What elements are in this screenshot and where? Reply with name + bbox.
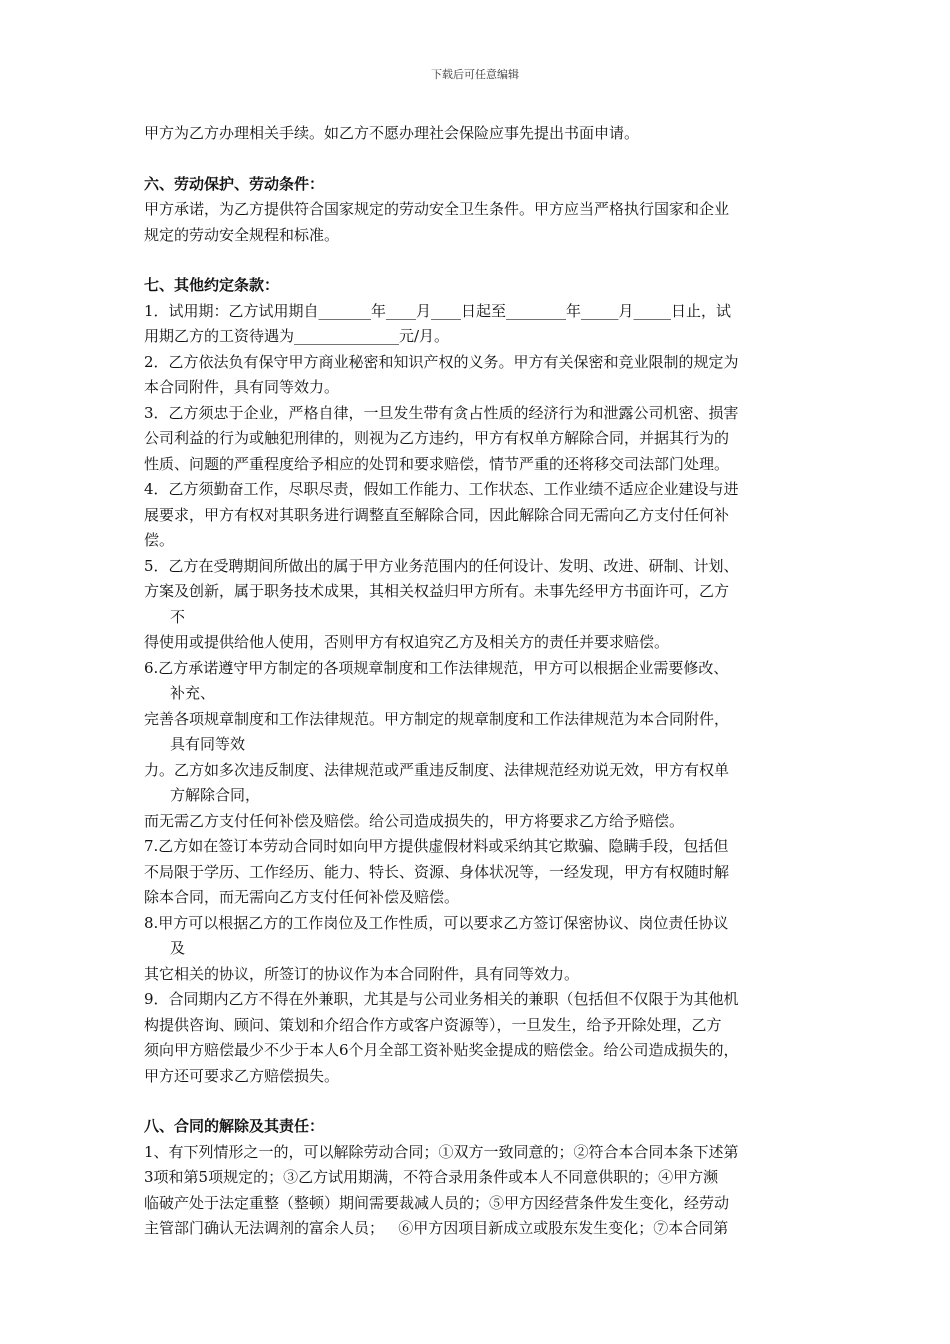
paragraph-line: 具有同等效 [170,735,246,753]
paragraph-line: 公司利益的行为或触犯刑律的，则视为乙方违约，甲方有权单方解除合同，并据其行为的 [144,429,730,447]
paragraph-line: 4．乙方须勤奋工作，尽职尽责，假如工作能力、工作状态、工作业绩不适应企业建设与进 [144,480,739,498]
paragraph-line: 7.乙方如在签订本劳动合同时如向甲方提供虚假材料或采纳其它欺骗、隐瞒手段，包括但 [144,837,729,855]
paragraph-line: 1．试用期：乙方试用期自_______年____月____日起至________年_____月_____日止，试 [144,301,732,320]
header-note: 下载后可任意编辑 [431,68,519,81]
paragraph-line: 8.甲方可以根据乙方的工作岗位及工作性质，可以要求乙方签订保密协议、岗位责任协议 [144,913,729,932]
paragraph-line: 甲方承诺，为乙方提供符合国家规定的劳动安全卫生条件。甲方应当严格执行国家和企业 [144,200,730,218]
paragraph-line: 1、有下列情形之一的，可以解除劳动合同；①双方一致同意的；②符合本合同本条下述第 [144,1142,739,1161]
paragraph-line: 方解除合同， [170,786,261,804]
paragraph-line: 得使用或提供给他人使用，否则甲方有权追究乙方及相关方的责任并要求赔偿。 [144,633,670,651]
paragraph-line: 临破产处于法定重整（整顿）期间需要裁减人员的；⑤甲方因经营条件发生变化，经劳动 [144,1193,730,1212]
section-heading-6: 六、劳动保护、劳动条件： [144,174,325,193]
paragraph-line: 完善各项规章制度和工作法律规范。甲方制定的规章制度和工作法律规范为本合同附件， [144,709,730,728]
paragraph-line: 用期乙方的工资待遇为______________元/月。 [144,327,450,345]
paragraph-line: 主管部门确认无法调剂的富余人员； ⑥甲方因项目新成立或股东发生变化；⑦本合同第 [144,1219,729,1237]
paragraph-line: 3项和第5项规定的；③乙方试用期满，不符合录用条件或本人不同意供职的；④甲方濒 [144,1168,719,1186]
section-heading-7: 七、其他约定条款： [144,276,280,294]
paragraph-line: 6.乙方承诺遵守甲方制定的各项规章制度和工作法律规范，甲方可以根据企业需要修改、 [144,658,729,677]
paragraph-line: 规定的劳动安全规程和标准。 [144,225,340,244]
paragraph-line: 2．乙方依法负有保守甲方商业秘密和知识产权的义务。甲方有关保密和竞业限制的规定为 [144,352,739,371]
paragraph-line: 其它相关的协议，所签订的协议作为本合同附件，具有同等效力。 [144,964,580,983]
paragraph-line: 构提供咨询、顾问、策划和介绍合作方或客户资源等），一旦发生，给予开除处理，乙方 [144,1015,722,1034]
paragraph-line: 须向甲方赔偿最少不少于本人6个月全部工资补贴奖金提成的赔偿金。给公司造成损失的， [144,1041,739,1059]
paragraph-line: 方案及创新，属于职务技术成果，其相关权益归甲方所有。未事先经甲方书面许可，乙方 [144,582,730,600]
paragraph-line: 9．合同期内乙方不得在外兼职，尤其是与公司业务相关的兼职（包括但不仅限于为其他机 [144,990,739,1008]
paragraph-line: 而无需乙方支付任何补偿及赔偿。给公司造成损失的，甲方将要求乙方给予赔偿。 [144,811,685,830]
paragraph-line: 补充、 [170,684,216,702]
document-body [144,121,806,1242]
paragraph-line: 偿。 [144,531,175,549]
paragraph-line: 5．乙方在受聘期间所做出的属于甲方业务范围内的任何设计、发明、改进、研制、计划、 [144,556,739,575]
section-heading-8: 八、合同的解除及其责任： [144,1117,325,1135]
paragraph-line: 本合同附件，具有同等效力。 [144,378,340,396]
paragraph-line: 3．乙方须忠于企业，严格自律，一旦发生带有贪占性质的经济行为和泄露公司机密、损害 [144,403,739,422]
paragraph-line: 力。乙方如多次违反制度、法律规范或严重违反制度、法律规范经劝说无效，甲方有权单 [144,760,730,779]
paragraph-line: 不局限于学历、工作经历、能力、特长、资源、身体状况等，一经发现，甲方有权随时解 [144,862,730,881]
paragraph-line: 展要求，甲方有权对其职务进行调整直至解除合同，因此解除合同无需向乙方支付任何补 [144,505,730,524]
paragraph-line: 及 [170,939,186,957]
paragraph-line: 不 [170,607,186,626]
paragraph-line: 甲方还可要求乙方赔偿损失。 [144,1066,340,1085]
paragraph-line: 性质、问题的严重程度给予相应的处罚和要求赔偿，情节严重的还将移交司法部门处理。 [144,454,730,473]
paragraph-line: 除本合同，而无需向乙方支付任何补偿及赔偿。 [144,888,460,906]
paragraph-line: 甲方为乙方办理相关手续。如乙方不愿办理社会保险应事先提出书面申请。 [144,124,640,142]
